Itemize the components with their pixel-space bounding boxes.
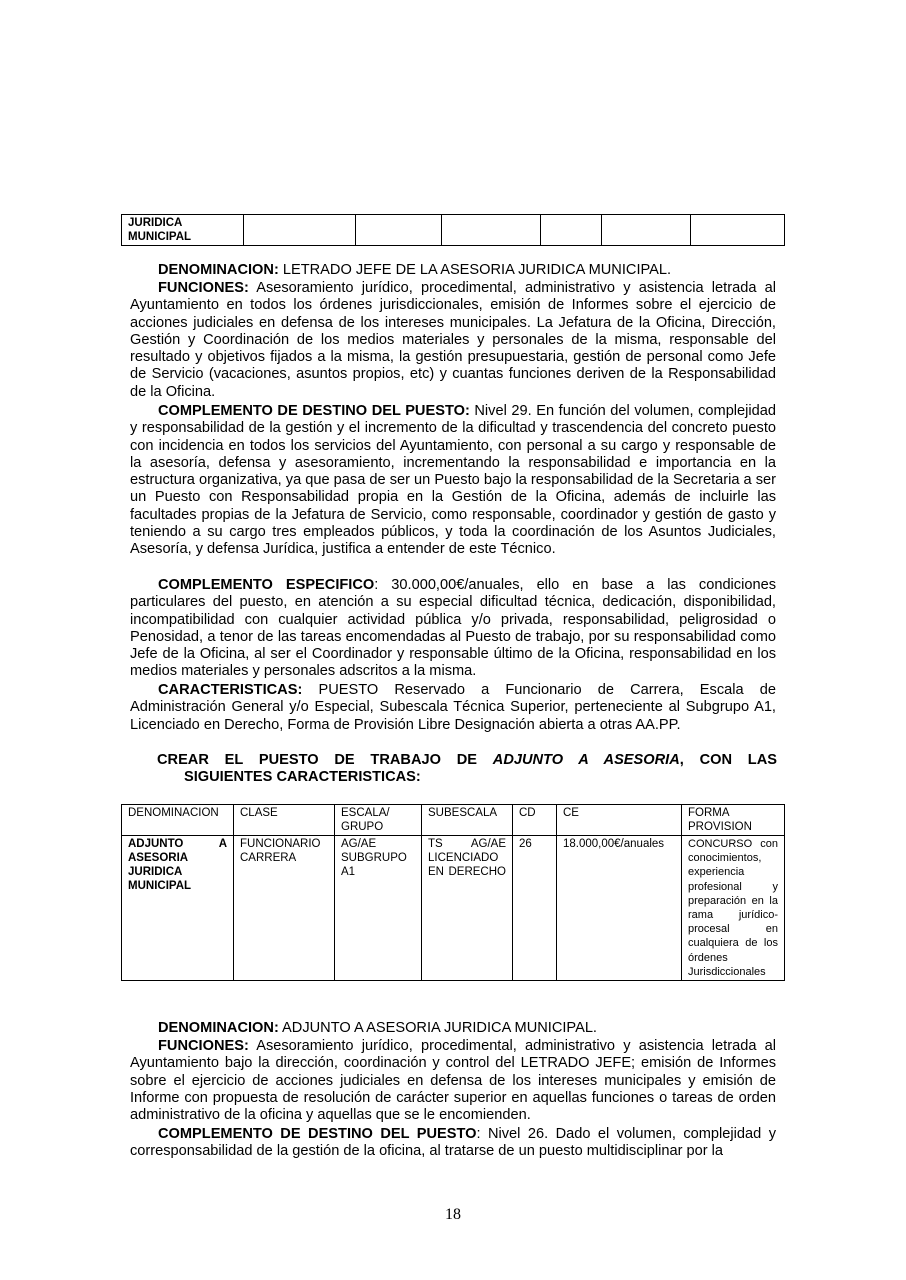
table-cell-empty [541, 215, 602, 246]
letrado-complemento-especifico [130, 577, 776, 681]
cell-forma-provision: CONCURSO con conocimientos, experiencia profesional y preparación en la rama jurídico-procesal en cualquiera de los órdenes Jurisdiccionales [682, 836, 785, 981]
cell-escala: AG/AE SUBGRUPO A1 [335, 836, 422, 981]
adjunto-funciones [130, 1038, 776, 1124]
adjunto-position-table [121, 804, 785, 981]
table-cell-empty [442, 215, 541, 246]
cell-clase: FUNCIONARIO CARRERA [234, 836, 335, 981]
header-escala: ESCALA/ GRUPO [335, 805, 422, 836]
table-cell-denominacion: JURIDICA MUNICIPAL [122, 215, 244, 246]
cell-denominacion: ADJUNTO A ASESORIA JURIDICA MUNICIPAL [122, 836, 234, 981]
table-cell-empty [691, 215, 785, 246]
header-denominacion: DENOMINACION [122, 805, 234, 836]
complemento-especifico-label: COMPLEMENTO ESPECIFICO [158, 577, 375, 593]
cell-cd: 26 [513, 836, 557, 981]
heading-italic: ADJUNTO A ASESORIA [492, 752, 680, 768]
denominacion-value: LETRADO JEFE DE LA ASESORIA JURIDICA MUNICIPAL. [278, 262, 672, 278]
adjunto-complemento-destino [130, 1126, 776, 1161]
table-row [122, 215, 785, 246]
caracteristicas-text: PUESTO Reservado a Funcionario de Carrera, Escala de Administración General y/o Especial, Subescala Técnica Superior, perteneciente al Subgrupo A1, Licenciado en Derecho, Forma de Provisión Libre Designación abierta a otras AA.PP. [130, 682, 776, 733]
complemento-especifico-text: : 30.000,00€/anuales, ello en base a las condiciones particulares del puesto, en atención a su especial dificultad técnica, dedicación, disponibilidad, incompatibilidad con cualquier actividad pública y/o privada, responsabilidad, peligrosidad o Penosidad, a tenor de las tareas encomendadas al Puesto de trabajo, por su responsabilidad como Jefe de la Oficina, al ser el Coordinador y responsable último de la Oficina, responsabilidad en los medios materiales y personales adscritos a la misma. [130, 577, 776, 680]
table-cell-empty [244, 215, 356, 246]
header-ce: CE [557, 805, 682, 836]
table-row [122, 836, 785, 981]
letrado-caracteristicas [130, 682, 776, 734]
header-forma-provision: FORMA PROVISION [682, 805, 785, 836]
table-cell-empty [602, 215, 691, 246]
funciones-text: Asesoramiento jurídico, procedimental, administrativo y asistencia letrada al Ayuntamiento en todos los órdenes jurisdiccionales, emisión de Informes sobre el ejercicio de acciones judiciales en defensa de los intereses municipales. La Jefatura de la Oficina, Dirección, Gestión y Coordinación de los medios materiales y personales de la misma, responsable del resultado y objetivos fijados a la misma, la gestión presupuestaria, gestión de personal como Jefe de Servicio (vacaciones, asuntos propios, etc) y cuantas funciones deriven de la Responsabilidad de la Oficina. [130, 280, 776, 400]
letrado-complemento-destino [130, 403, 776, 559]
heading-line-1: CREAR EL PUESTO DE TRABAJO DE ADJUNTO A ASESORIA, CON LAS [157, 752, 777, 768]
table-cell-empty [356, 215, 442, 246]
complemento-destino-text: : Nivel 26. Dado el volumen, complejidad y corresponsabilidad de la gestión de la oficina, al tratarse de un puesto multidisciplinar por la [130, 1126, 776, 1160]
funciones-label: FUNCIONES: [158, 280, 249, 296]
letrado-funciones [130, 280, 776, 401]
table-header-row [122, 805, 785, 836]
header-subescala: SUBESCALA [422, 805, 513, 836]
header-cd: CD [513, 805, 557, 836]
cell-subescala: TS AG/AE LICENCIADO EN DERECHO [422, 836, 513, 981]
denominacion-label: DENOMINACION: [158, 262, 279, 278]
caracteristicas-label: CARACTERISTICAS: [158, 682, 303, 698]
funciones-text: Asesoramiento jurídico, procedimental, administrativo y asistencia letrada al Ayuntamiento bajo la dirección, coordinación y control del LETRADO JEFE; emisión de Informes sobre el ejercicio de acciones judiciales en defensa de los intereses municipales y emisión de Informe con propuesta de resolución de carácter superior en aquellas funciones o tareas de orden administrativo de la oficina y aquellas que se le encomienden. [130, 1038, 776, 1124]
denominacion-value: ADJUNTO A ASESORIA JURIDICA MUNICIPAL. [278, 1020, 597, 1036]
cell-ce: 18.000,00€/anuales [557, 836, 682, 981]
adjunto-denominacion [130, 1020, 776, 1037]
heading-line-2: SIGUIENTES CARACTERISTICAS: [184, 769, 421, 786]
letrado-denominacion [130, 262, 776, 279]
complemento-destino-label: COMPLEMENTO DE DESTINO DEL PUESTO: [158, 403, 470, 419]
funciones-label: FUNCIONES: [158, 1038, 249, 1054]
complemento-destino-label: COMPLEMENTO DE DESTINO DEL PUESTO [158, 1126, 477, 1142]
denominacion-label: DENOMINACION: [158, 1020, 279, 1036]
complemento-destino-text: Nivel 29. En función del volumen, complejidad y responsabilidad de la gestión y el incremento de la dificultad y trascendencia del concreto puesto con incidencia en todos los servicios del Ayuntamiento, con personal a su cargo y responsable de la asesoría, defensa y asesoramiento, incrementando la responsabilidad e importancia en la estructura organizativa, ya que pasa de ser un Puesto bajo la responsabilidad de la Secretaria a ser un Puesto con Responsabilidad propia en la Gestión de la Oficina, además de incluirle las facultades propias de la Jefatura de Servicio, como responsable, coordinador y gestión de gasto y teniendo a su cargo tres empleados públicos, y toda la coordinación de los Asuntos Judiciales, Asesoría, y defensa Jurídica, justifica a entender de este Técnico. [130, 403, 776, 558]
crear-puesto-heading [157, 752, 777, 787]
header-clase: CLASE [234, 805, 335, 836]
previous-position-table [121, 214, 785, 246]
page-number: 18 [445, 1206, 461, 1223]
